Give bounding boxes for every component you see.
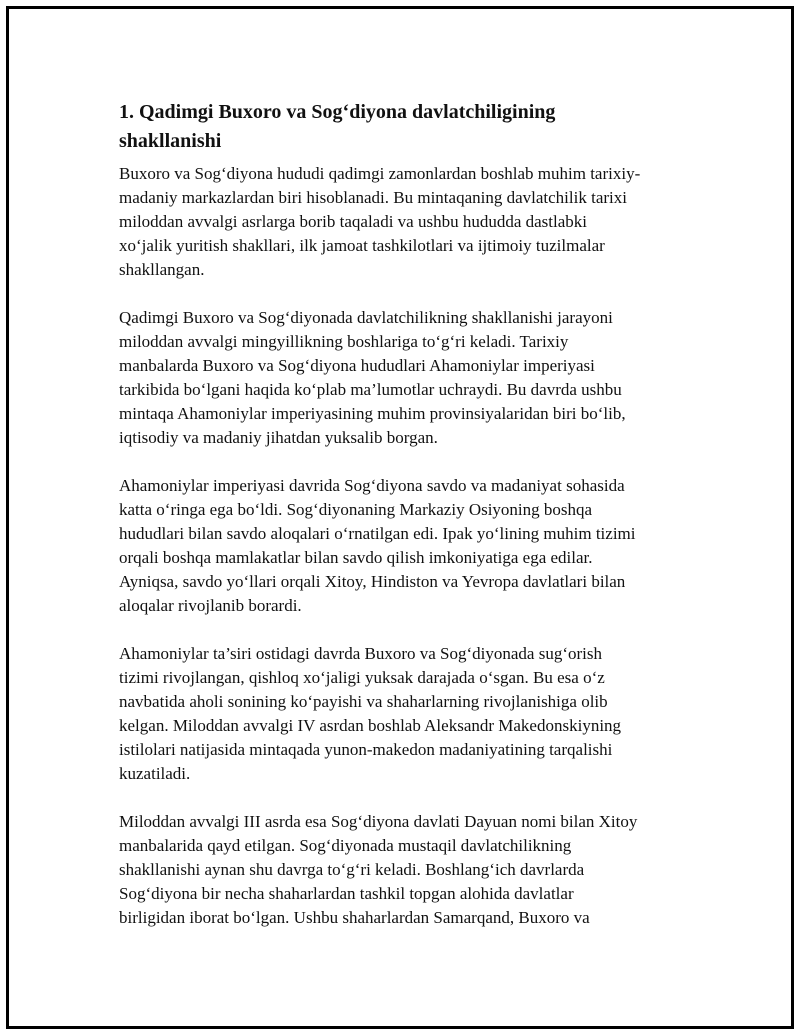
paragraph-5: Miloddan avvalgi III asrda esa Sog‘diyona davlati Dayuan nomi bilan Xitoy manbalarida qayd etilgan. Sog‘diyonada mustaqil davlatchilikning shakllanishi aynan shu davrga to‘g‘ri keladi. Boshlang‘ich davrlarda Sog‘diyona bir necha shaharlardan tashkil topgan alohida davlatlar birligidan iborat bo‘lgan. Ushbu shaharlardan Samarqand, Buxoro va: [119, 812, 638, 927]
paragraph-1: Buxoro va Sog‘diyona hududi qadimgi zamonlardan boshlab muhim tarixiy- madaniy markazlardan biri hisoblanadi. Bu mintaqaning davlatchilik tarixi miloddan avvalgi asrlarga borib taqaladi va ushbu hududda dastlabki xo‘jalik yuritish shakllari, ilk jamoat tashkilotlari va ijtimoiy tuzilmalar shakllangan.: [119, 164, 641, 279]
document-body: [119, 98, 699, 954]
section-heading: 1. Qadimgi Buxoro va Sog‘diyona davlatchiligining shakllanishi: [119, 101, 556, 152]
paragraph-2: Qadimgi Buxoro va Sog‘diyonada davlatchilikning shakllanishi jarayoni miloddan avvalgi mingyillikning boshlariga to‘g‘ri keladi. Tarixiy manbalarda Buxoro va Sog‘diyona hududlari Ahamoniylar imperiyasi tarkibida bo‘lgani haqida ko‘plab ma’lumotlar uchraydi. Bu davrda ushbu mintaqa Ahamoniylar imperiyasining muhim provinsiyalaridan biri bo‘lib, iqtisodiy va madaniy jihatdan yuksalib borgan.: [119, 308, 626, 447]
page-frame: [6, 6, 794, 1029]
paragraph-4: Ahamoniylar ta’siri ostidagi davrda Buxoro va Sog‘diyonada sug‘orish tizimi rivojlangan, qishloq xo‘jaligi yuksak darajada o‘sgan. Bu esa o‘z navbatida aholi sonining ko‘payishi va shaharlarning rivojlanishiga olib kelgan. Miloddan avvalgi IV asrdan boshlab Aleksandr Makedonskiyning istilolari natijasida mintaqada yunon-makedon madaniyatining tarqalishi kuzatiladi.: [119, 644, 622, 783]
paragraph-3: Ahamoniylar imperiyasi davrida Sog‘diyona savdo va madaniyat sohasida katta o‘ringa ega bo‘ldi. Sog‘diyonaning Markaziy Osiyoning boshqa hududlari bilan savdo aloqalari o‘rnatilgan edi. Ipak yo‘lining muhim tizimi orqali boshqa mamlakatlar bilan savdo qilish imkoniyatiga ega edilar. Ayniqsa, savdo yo‘llari orqali Xitoy, Hindiston va Yevropa davlatlari bilan aloqalar rivojlanib borardi.: [119, 476, 636, 615]
